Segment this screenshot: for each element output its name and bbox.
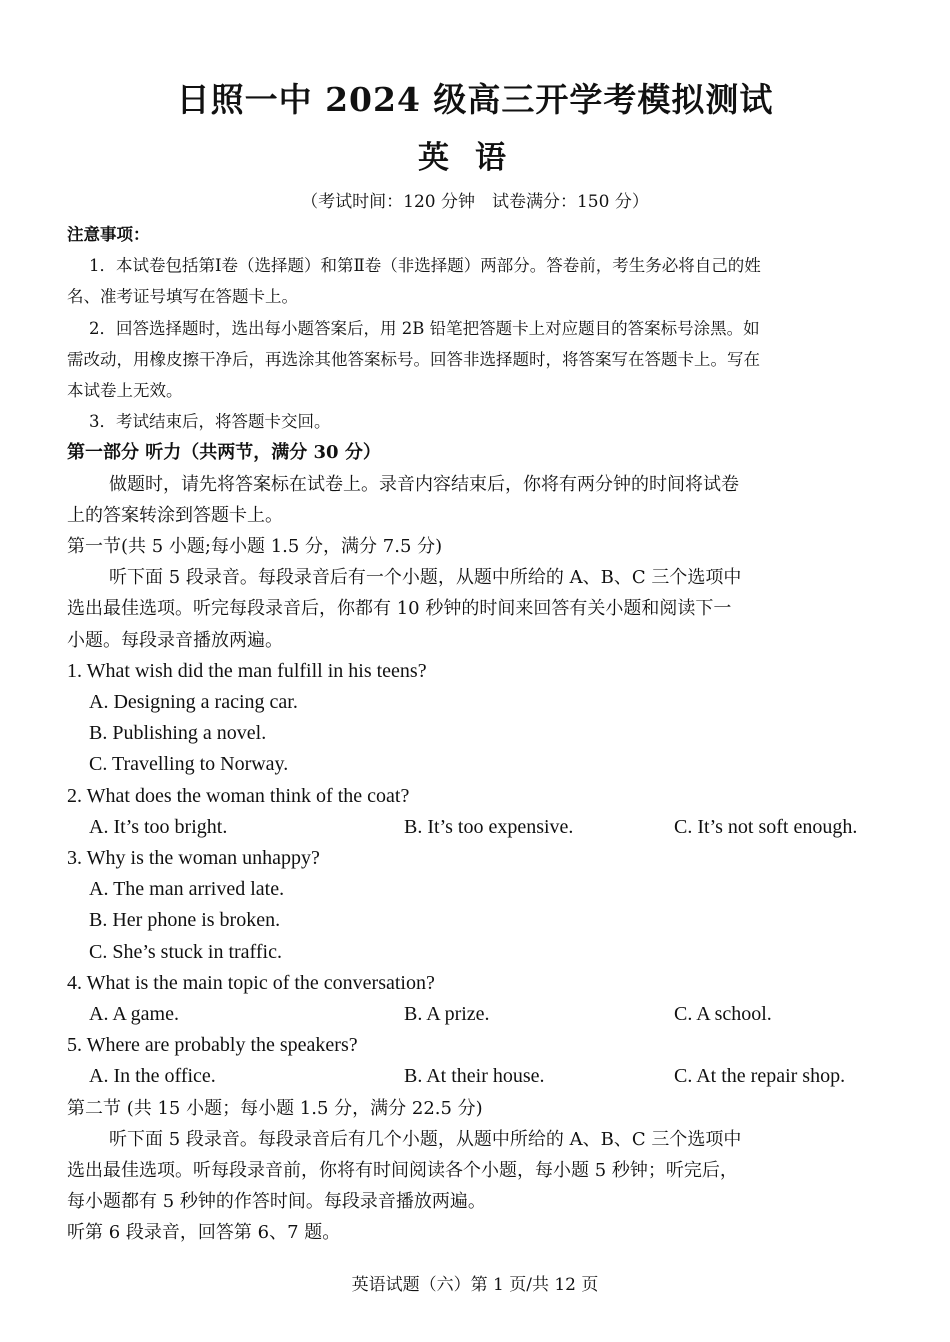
section1-intro-line-3: 小题。每段录音播放两遍。 (67, 629, 283, 651)
question-2-option-b: B. It’s too expensive. (404, 815, 574, 838)
notice-item-1-line-1: 1．本试卷包括第Ⅰ卷（选择题）和第Ⅱ卷（非选择题）两部分。答卷前，考生务必将自己的姓 (89, 256, 761, 276)
question-4-stem: 4. What is the main topic of the conversation? (67, 971, 435, 994)
part1-heading: 第一部分 听力（共两节，满分 30 分） (67, 442, 381, 464)
notice-item-2-line-2: 需改动，用橡皮擦干净后，再选涂其他答案标号。回答非选择题时，将答案写在答题卡上。写在 (67, 349, 760, 369)
question-4-option-a: A. A game. (89, 1003, 179, 1026)
section2-intro-line-2: 选出最佳选项。听每段录音前，你将有时间阅读各个小题，每小题 5 秒钟；听完后， (67, 1160, 738, 1182)
section2-intro-line-1: 听下面 5 段录音。每段录音后有几个小题，从题中所给的 A、B、C 三个选项中 (109, 1128, 742, 1150)
question-5-option-c: C. At the repair shop. (674, 1065, 846, 1088)
question-2-option-c: C. It’s not soft enough. (674, 815, 858, 838)
page-footer: 英语试题（六）第 1 页/共 12 页 (351, 1275, 599, 1295)
question-1-option-a: A. Designing a racing car. (89, 691, 298, 714)
subject-title: 英语 (418, 140, 532, 176)
question-3-option-c: C. She’s stuck in traffic. (89, 940, 282, 963)
question-5-stem: 5. Where are probably the speakers? (67, 1034, 358, 1057)
section2-heading: 第二节 (共 15 小题；每小题 1.5 分，满分 22.5 分) (67, 1097, 483, 1119)
question-5-option-b: B. At their house. (404, 1065, 545, 1088)
question-3-stem: 3. Why is the woman unhappy? (67, 847, 320, 870)
section1-intro-line-2: 选出最佳选项。听完每段录音后，你都有 10 秒钟的时间来回答有关小题和阅读下一 (67, 598, 732, 620)
question-4-options (67, 999, 885, 1030)
question-5-options (67, 1061, 885, 1092)
exam-info: （考试时间：120 分钟 试卷满分：150 分） (301, 192, 649, 212)
question-1-option-c: C. Travelling to Norway. (89, 753, 289, 776)
question-3-option-b: B. Her phone is broken. (89, 909, 281, 932)
exam-title: 日照一中 2024 级高三开学考模拟测试 (176, 80, 774, 119)
question-4-option-c: C. A school. (674, 1003, 772, 1026)
part1-intro-line-1: 做题时，请先将答案标在试卷上。录音内容结束后，你将有两分钟的时间将试卷 (109, 473, 739, 495)
question-2-option-a: A. It’s too bright. (89, 815, 228, 838)
section1-intro-line-1: 听下面 5 段录音。每段录音后有一个小题，从题中所给的 A、B、C 三个选项中 (109, 567, 742, 589)
question-2-stem: 2. What does the woman think of the coat? (67, 784, 410, 807)
notice-item-3: 3．考试结束后，将答题卡交回。 (89, 412, 331, 432)
notice-item-2-line-3: 本试卷上无效。 (67, 381, 183, 401)
section1-heading: 第一节(共 5 小题;每小题 1.5 分，满分 7.5 分) (67, 536, 443, 558)
question-4-option-b: B. A prize. (404, 1003, 490, 1026)
notice-heading: 注意事项： (67, 225, 150, 244)
question-1-option-b: B. Publishing a novel. (89, 722, 267, 745)
question-3-option-a: A. The man arrived late. (89, 878, 285, 901)
question-5-option-a: A. In the office. (89, 1065, 216, 1088)
section2-instruction: 听第 6 段录音，回答第 6、7 题。 (67, 1222, 341, 1244)
notice-item-1-line-2: 名、准考证号填写在答题卡上。 (67, 287, 298, 307)
question-1-stem: 1. What wish did the man fulfill in his teens? (67, 659, 427, 682)
exam-content (67, 219, 885, 1249)
question-2-options (67, 812, 885, 843)
section2-intro-line-3: 每小题都有 5 秒钟的作答时间。每段录音播放两遍。 (67, 1191, 486, 1213)
notice-item-2-line-1: 2．回答选择题时，选出每小题答案后，用 2B 铅笔把答题卡上对应题目的答案标号涂黑。如 (89, 318, 760, 338)
part1-intro-line-2: 上的答案转涂到答题卡上。 (67, 504, 283, 526)
